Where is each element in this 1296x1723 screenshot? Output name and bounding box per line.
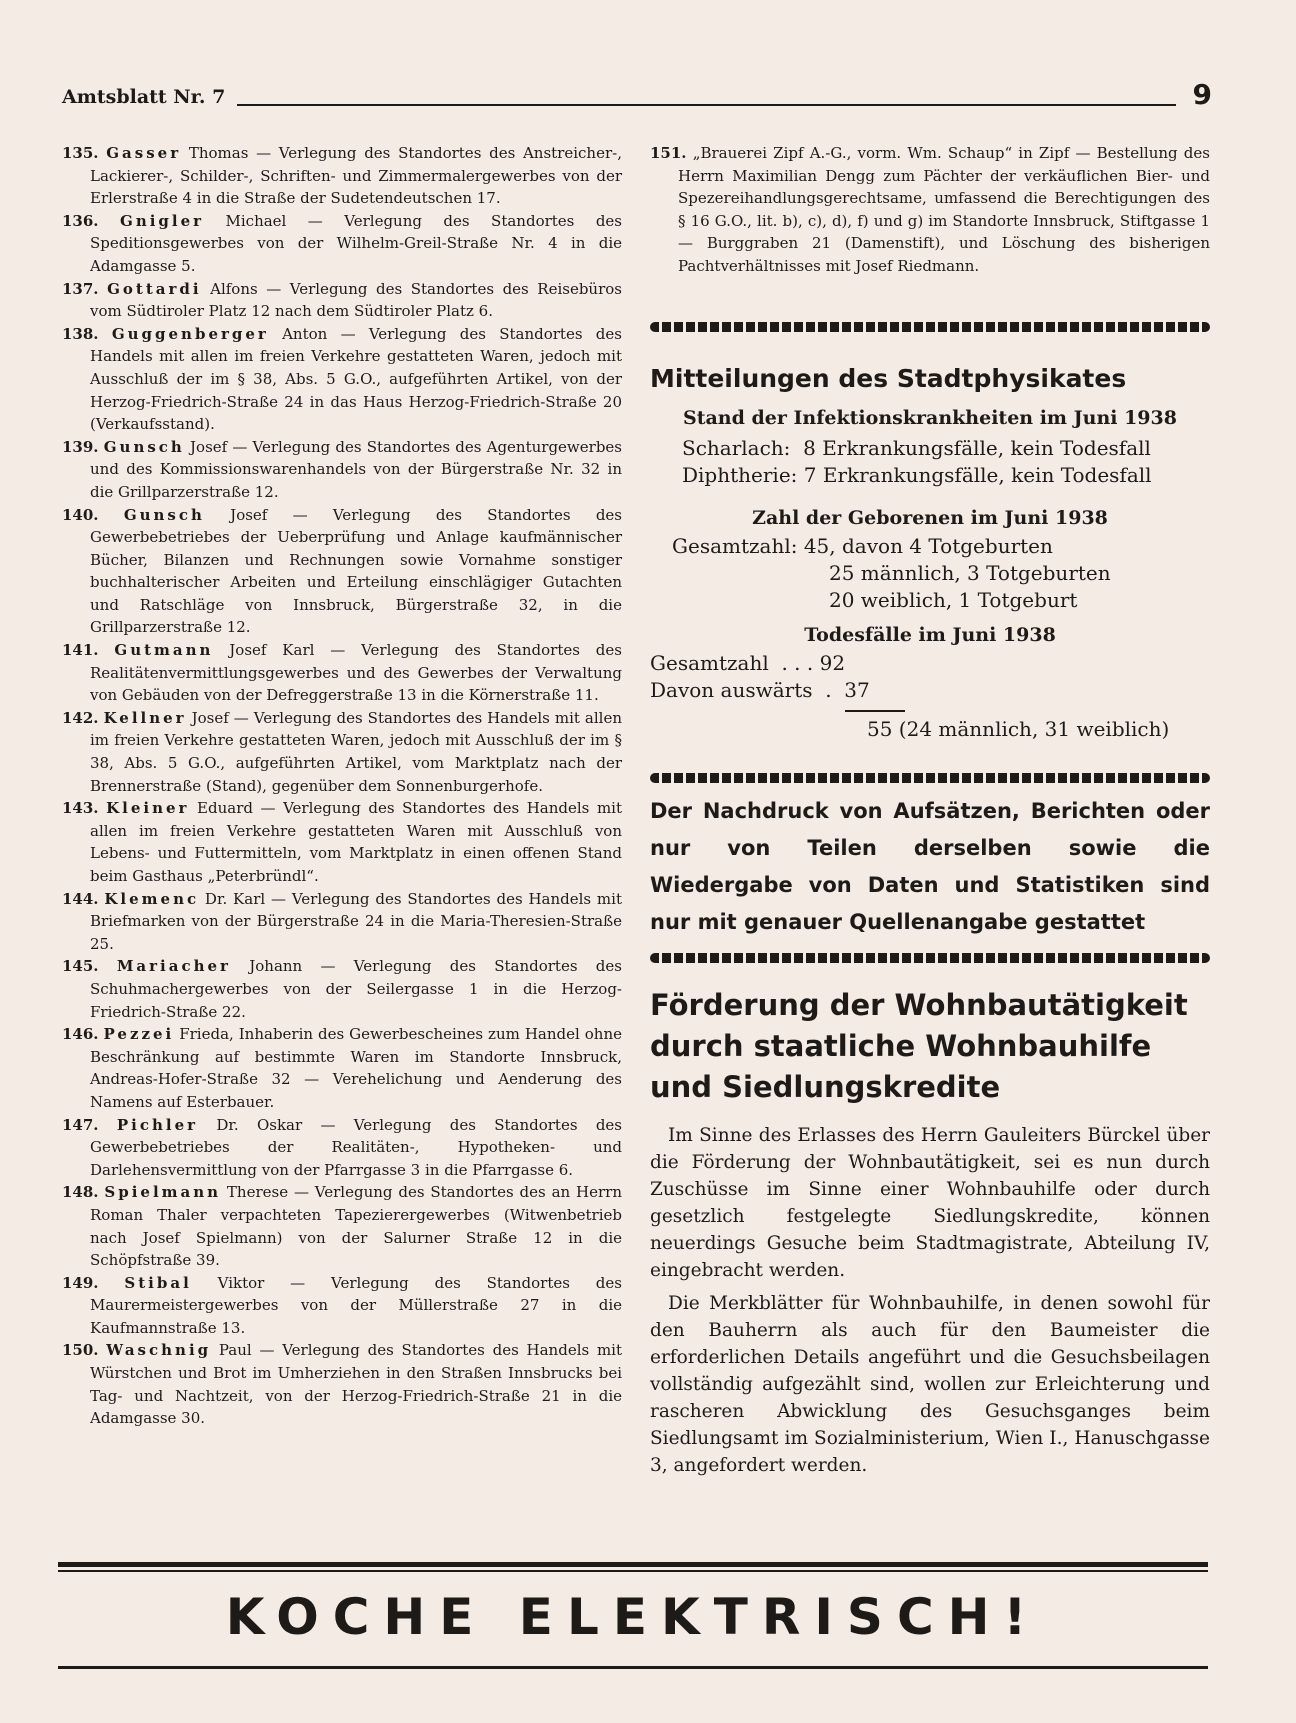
list-item: 146. Pezzei Frieda, Inhaberin des Gewerbescheines zum Handel ohne Beschränkung auf bestimmte Waren im Standorte Innsbruck, Andreas-Hofer-Straße 32 — Verehelichung und Aenderung des Namens auf Esterbauer. (62, 1025, 622, 1111)
list-item: 148. Spielmann Therese — Verlegung des Standortes des an Herrn Roman Thaler verpachteten Tapezierergewerbes (Witwenbetrieb nach Josef Spielmann) von der Salurner Straße 12 in die Schöpfstraße 39. (62, 1183, 622, 1270)
wavy-divider (650, 951, 1210, 965)
list-item: 145. Mariacher Johann — Verlegung des Standortes des Schuhmachergewerbes von der Seilergasse 1 in die Herzog-Friedrich-Straße 22. (62, 957, 622, 1021)
wavy-divider (650, 771, 1210, 785)
list-item: 136. Gnigler Michael — Verlegung des Standortes des Speditionsgewerbes von der Wilhelm-Greil-Straße Nr. 4 in die Adamgasse 5. (62, 211, 622, 275)
list-item: 150. Waschnig Paul — Verlegung des Standortes des Handels mit Würstchen und Brot im Umherziehen in den Straßen Innsbrucks bei Tag- und Nachtzeit, von der Herzog-Friedrich-Straße 21 in die Adamgasse 30. (62, 1341, 622, 1428)
stat-line: Davon auswärts . 37 (650, 677, 870, 702)
wavy-divider (650, 320, 1210, 334)
page-number: 9 (1192, 78, 1212, 111)
list-item: 151. „Brauerei Zipf A.-G., vorm. Wm. Schaup“ in Zipf — Bestellung des Herrn Maximilian Dengg zum Pächter der verkäuflichen Bier- und Spezereihandlungsgerechtsame, umfassend die Berechtigungen des § 16 G.O., lit. b), c), d), f) und g) im Standorte Innsbruck, Stiftgasse 1 — Burggraben 21 (Damenstift), und Löschung des bisherigen Pachtverhältnisses mit Josef Riedmann. (650, 144, 1210, 275)
stat-line: Gesamtzahl . . . 92 (650, 650, 846, 675)
right-column (650, 142, 1210, 1479)
stat-line: Diphtherie: 7 Erkrankungsfälle, kein Todesfall (682, 462, 1152, 487)
list-item: 141. Gutmann Josef Karl — Verlegung des Standortes des Realitätenvermittlungsgewerbes und des Gewerbes der Verwaltung von Gebäuden von der Defreggerstraße 13 in die Körnerstraße 11. (62, 641, 622, 705)
stat-line: Scharlach: 8 Erkrankungsfälle, kein Todesfall (682, 435, 1151, 460)
header-rule (237, 104, 1176, 106)
list-item: 149. Stibal Viktor — Verlegung des Standortes des Maurermeistergewerbes von der Müllerstraße 27 in die Kaufmannstraße 13. (62, 1273, 622, 1337)
infection-heading: Stand der Infektionskrankheiten im Juni 1938 (683, 406, 1177, 429)
banner-bottom-rule (58, 1666, 1208, 1669)
advert-banner: KOCHE ELEKTRISCH! (225, 1588, 1041, 1646)
article-title: Förderung der Wohnbautätigkeit durch staatliche Wohnbauhilfe und Siedlungskredite (650, 987, 1188, 1104)
stat-line: Gesamtzahl: 45, davon 4 Totgeburten (672, 533, 1053, 558)
stat-line: 25 männlich, 3 Totgeburten (829, 560, 1111, 585)
list-item: 144. Klemenc Dr. Karl — Verlegung des Standortes des Handels mit Briefmarken von der Bürgerstraße 24 in die Maria-Theresien-Straße 25. (62, 889, 622, 953)
deaths-heading: Todesfälle im Juni 1938 (804, 623, 1056, 646)
section-title: Mitteilungen des Stadtphysikates (650, 363, 1127, 393)
list-item: 143. Kleiner Eduard — Verlegung des Standortes des Handels mit allen im freien Verkehre gestatteten Waren mit Ausschluß von Lebens- und Futtermitteln, vom Marktplatz in einen offenen Stand beim Gasthaus „Peterbründl“. (62, 799, 622, 885)
article (650, 985, 1210, 1479)
stat-line: 20 weiblich, 1 Totgeburt (829, 587, 1078, 612)
deaths-total: 55 (24 männlich, 31 weiblich) (867, 716, 1170, 741)
sum-rule (845, 710, 905, 712)
list-item: 140. Gunsch Josef — Verlegung des Standortes des Gewerbebetriebes der Ueberprüfung und Anlage kaufmännischer Bücher, Bilanzen und Rechnungen sowie Vornahme sonstiger buchhalterischer Arbeiten und Erteilung einschlägiger Gutachten und Ratschläge von Innsbruck, Bürgerstraße 32, in die Grillparzerstraße 12. (62, 505, 622, 637)
list-item: 147. Pichler Dr. Oskar — Verlegung des Standortes des Gewerbebetriebes der Realitäten-, Hypotheken- und Darlehensvermittlung von der Pfarrgasse 3 in die Pfarrgasse 6. (62, 1115, 622, 1179)
banner-top-rule (58, 1562, 1208, 1567)
list-item: 137. Gottardi Alfons — Verlegung des Standortes des Reisebüros vom Südtiroler Platz 12 nach dem Südtiroler Platz 6. (62, 279, 622, 321)
copyright-notice: Der Nachdruck von Aufsätzen, Berichten oder nur von Teilen derselben sowie die Wiedergabe von Daten und Statistiken sind nur mit genauer Quellenangabe gestattet (650, 798, 1210, 934)
page-header (62, 78, 1212, 112)
list-item: 135. Gasser Thomas — Verlegung des Standortes des Anstreicher-, Lackierer-, Schilder-, Schriften- und Zimmermalergewerbes von der Erlerstraße 4 in die Straße der Sudetendeutschen 17. (62, 144, 622, 208)
publication-title: Amtsblatt Nr. 7 (62, 86, 226, 108)
article-paragraph: Im Sinne des Erlasses des Herrn Gauleiters Bürckel über die Förderung der Wohnbautätigkeit, sei es nun durch Zuschüsse im Sinne einer Wohnbauhilfe oder durch gesetzlich festgelegte Siedlungskredite, können neuerdings Gesuche beim Stadtmagistrate, Abteilung IV, eingebracht werden. (650, 1124, 1210, 1281)
banner-top-rule-thin (58, 1570, 1208, 1572)
list-item: 138. Guggenberger Anton — Verlegung des Standortes des Handels mit allen im freien Verkehre gestatteten Waren, jedoch mit Ausschluß der im § 38, Abs. 5 G.O., aufgeführten Artikel, von der Herzog-Friedrich-Straße 24 in das Haus Herzog-Friedrich-Straße 20 (Verkaufsstand). (62, 324, 622, 434)
article-paragraph: Die Merkblätter für Wohnbauhilfe, in denen sowohl für den Bauherrn als auch für den Baumeister die erforderlichen Details angeführt und die Gesuchsbeilagen vollständig aufgezählt sind, wollen zur Erleichterung und rascheren Abwicklung des Gesuchsganges beim Siedlungsamt im Sozialministerium, Wien I., Hanuschgasse 3, angefordert werden. (650, 1292, 1210, 1476)
left-column (62, 142, 622, 1430)
list-item: 142. Kellner Josef — Verlegung des Standortes des Handels mit allen im freien Verkehre gestatteten Waren, jedoch mit Ausschluß der im § 38, Abs. 5 G.O., aufgeführten Artikel, vom Marktplatz nach der Brennerstraße (Stand), gegenüber dem Sonnenburgerhofe. (62, 708, 622, 795)
births-heading: Zahl der Geborenen im Juni 1938 (752, 506, 1108, 529)
list-item: 139. Gunsch Josef — Verlegung des Standortes des Agenturgewerbes und des Kommissionswarenhandels von der Bürgerstraße Nr. 32 in die Grillparzerstraße 12. (62, 437, 622, 501)
physikat-section (650, 364, 1210, 743)
